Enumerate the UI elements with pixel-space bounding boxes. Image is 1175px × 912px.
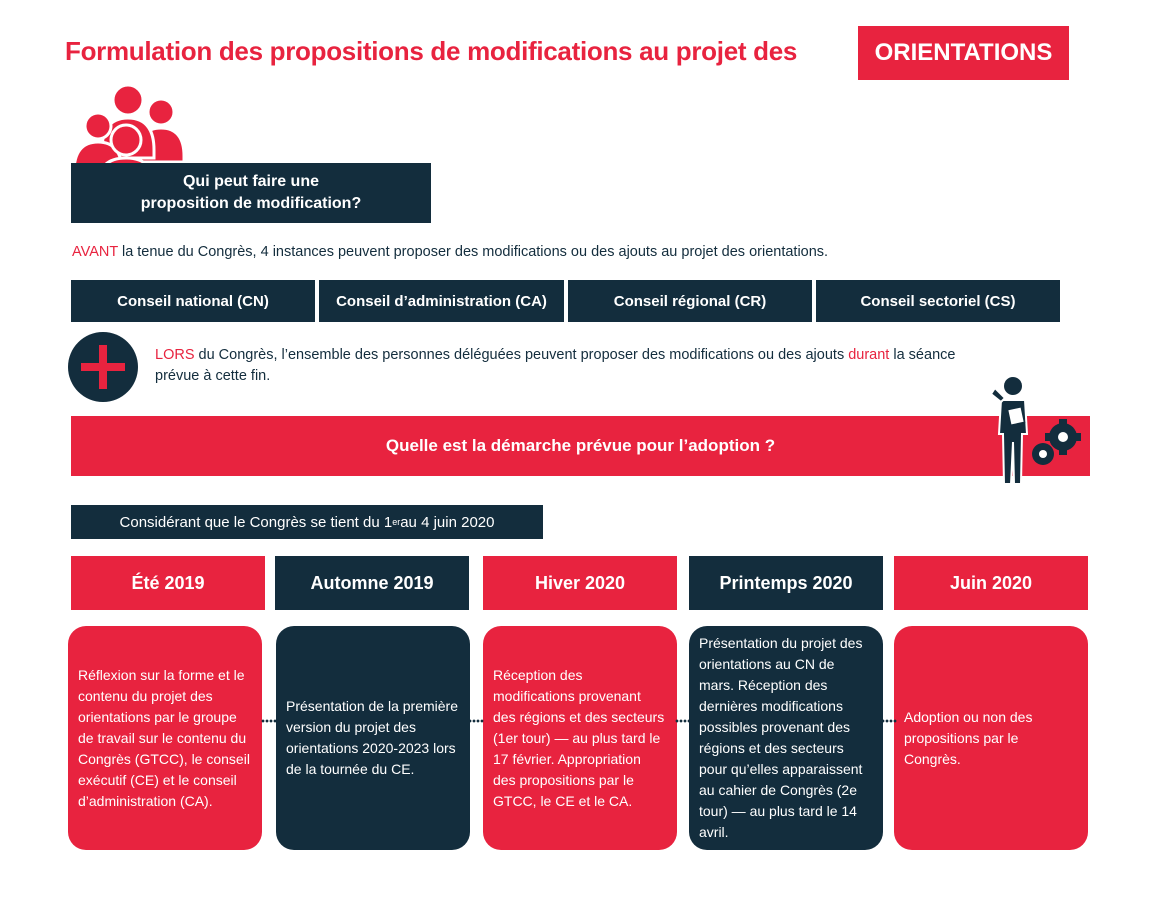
season-juin-2020: Juin 2020 — [894, 556, 1088, 610]
card-text: Réflexion sur la forme et le contenu du projet des orientations par le groupe de travail sur le contenu du Congrès (GTCC), le conseil exécutif (CE) et le conseil d’administration (CA). — [78, 666, 250, 809]
card-ete-2019 — [68, 626, 262, 850]
card-text: Adoption ou non des propositions par le Congrès. — [904, 708, 1033, 767]
title-badge: ORIENTATIONS — [858, 26, 1069, 80]
who-question-line1: Qui peut faire une — [182, 173, 319, 190]
avant-paragraph — [72, 244, 828, 260]
card-text: Réception des modifications provenant des régions et des secteurs (1er tour) — au plus tard le 17 février. Appropriation des propositions par le GTCC, le CE et le CA. — [493, 666, 665, 809]
timeline-connector — [675, 718, 691, 724]
season-hiver-2020: Hiver 2020 — [483, 556, 677, 610]
card-automne-2019 — [276, 626, 470, 850]
card-printemps-2020 — [689, 626, 883, 850]
card-juin-2020 — [894, 626, 1088, 850]
congress-dates-after: au 4 juin 2020 — [400, 513, 495, 531]
instance-cs: Conseil sectoriel (CS) — [816, 280, 1060, 322]
avant-text: la tenue du Congrès, 4 instances peuvent proposer des modifications ou des ajouts au projet des orientations. — [117, 244, 829, 260]
instance-cr: Conseil régional (CR) — [568, 280, 812, 322]
avant-keyword: AVANT — [72, 244, 118, 260]
card-text: Présentation de la première version du projet des orientations 2020-2023 lors de la tournée du CE. — [286, 698, 458, 777]
lors-text-before: du Congrès, l’ensemble des personnes déléguées peuvent proposer des modifications ou des ajouts — [194, 347, 849, 363]
congress-dates-before: Considérant que le Congrès se tient du 1 — [119, 513, 393, 531]
instance-cn: Conseil national (CN) — [71, 280, 315, 322]
season-printemps-2020: Printemps 2020 — [689, 556, 883, 610]
congress-dates-sup: er — [392, 517, 401, 527]
demarche-banner: Quelle est la démarche prévue pour l’adoption ? — [71, 416, 1090, 476]
instance-ca: Conseil d’administration (CA) — [319, 280, 564, 322]
worker-gears-icon — [985, 372, 1097, 492]
card-hiver-2020 — [483, 626, 677, 850]
season-automne-2019: Automne 2019 — [275, 556, 469, 610]
lors-keyword: LORS — [155, 347, 195, 363]
lors-paragraph — [155, 345, 975, 387]
lors-text-after: la séance prévue à cette fin. — [155, 347, 956, 384]
plus-icon — [68, 332, 138, 402]
timeline-connector — [468, 718, 484, 724]
lors-keyword-durant: durant — [848, 347, 890, 363]
season-ete-2019: Été 2019 — [71, 556, 265, 610]
who-question-box — [71, 163, 431, 223]
page-title: Formulation des propositions de modifications au projet des — [65, 36, 798, 66]
card-text: Présentation du projet des orientations au CN de mars. Réception des dernières modifications possibles provenant des régions et des secteurs pour qu’elles apparaissent au cahier de Congrès (2e tour) — au plus tard le 14 avril. — [699, 635, 863, 840]
timeline-connector — [881, 718, 897, 724]
timeline-connector — [261, 718, 277, 724]
congress-dates — [71, 505, 543, 539]
who-question-line2: proposition de modification? — [140, 195, 362, 212]
